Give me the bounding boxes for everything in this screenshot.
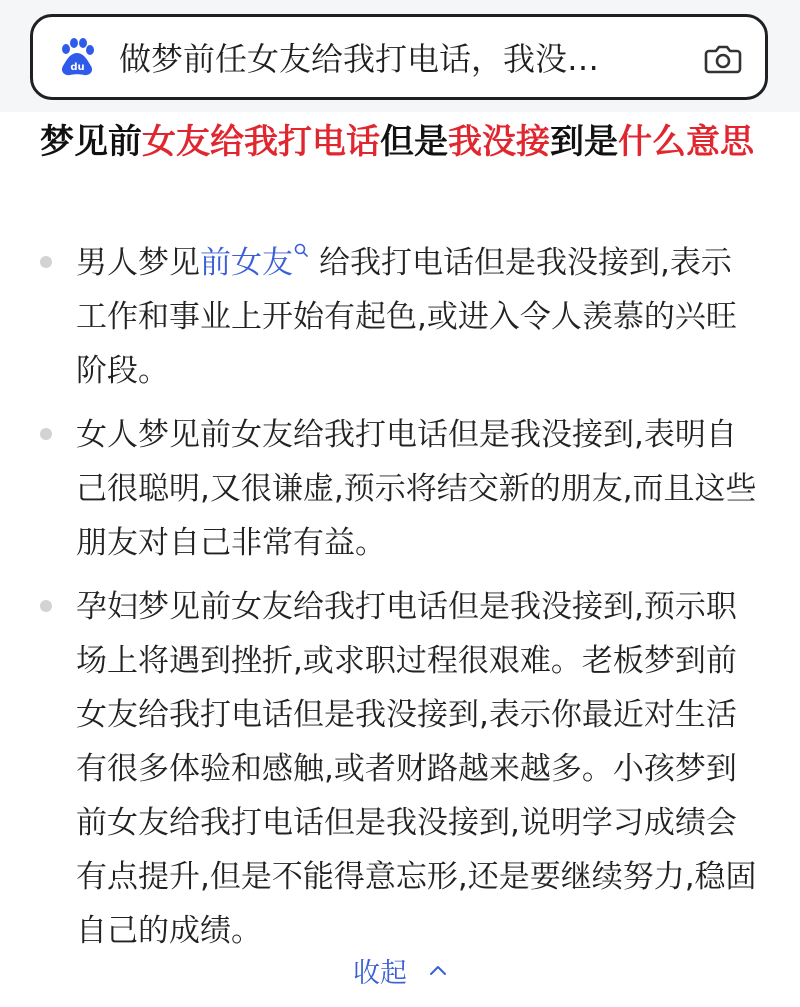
list-item (0, 236, 800, 398)
answer-title (40, 118, 770, 166)
bullet-dot (40, 428, 52, 440)
collapse-button[interactable] (0, 944, 800, 996)
camera-icon[interactable] (703, 38, 743, 78)
top-search-bar (0, 0, 800, 112)
chevron-up-icon (429, 964, 447, 976)
item-text: 女人梦见前女友给我打电话但是我没接到,表明自己很聪明,又很谦虚,预示将结交新的朋友,而且这些朋友对自己非常有益。 (76, 417, 757, 561)
title-segment: 梦见前 (40, 122, 142, 162)
keyword-link[interactable]: 前女友 (200, 245, 293, 281)
answer-list (0, 236, 800, 958)
title-highlight: 女友给我打电话 (142, 122, 380, 162)
item-text: 男人梦见 (76, 245, 200, 281)
search-icon[interactable] (293, 242, 311, 260)
bullet-dot (40, 600, 52, 612)
item-text: 给我打电话但是我没接到,表示工作和事业上开始有起色,或进入令人羡慕的兴旺阶段。 (76, 245, 737, 389)
title-highlight: 什么意思 (618, 122, 754, 162)
bullet-dot (40, 256, 52, 268)
list-item (0, 580, 800, 958)
baidu-paw-icon[interactable] (57, 37, 97, 77)
search-query-text[interactable]: 做梦前任女友给我打电话，我没… (119, 40, 600, 78)
title-highlight: 我没接 (448, 122, 550, 162)
list-item (0, 408, 800, 570)
collapse-label: 收起 (353, 957, 407, 989)
svg-text:du: du (70, 62, 85, 73)
title-segment: 到是 (550, 122, 618, 162)
search-box[interactable] (30, 14, 768, 100)
item-text: 孕妇梦见前女友给我打电话但是我没接到,预示职场上将遇到挫折,或求职过程很艰难。老板梦到前女友给我打电话但是我没接到,表示你最近对生活有很多体验和感触,或者财路越来越多。小孩梦到前女友给我打电话但是我没接到,说明学习成绩会有点提升,但是不能得意忘形,还是要继续努力,稳固自己的成绩。 (76, 589, 757, 949)
title-segment: 但是 (380, 122, 448, 162)
